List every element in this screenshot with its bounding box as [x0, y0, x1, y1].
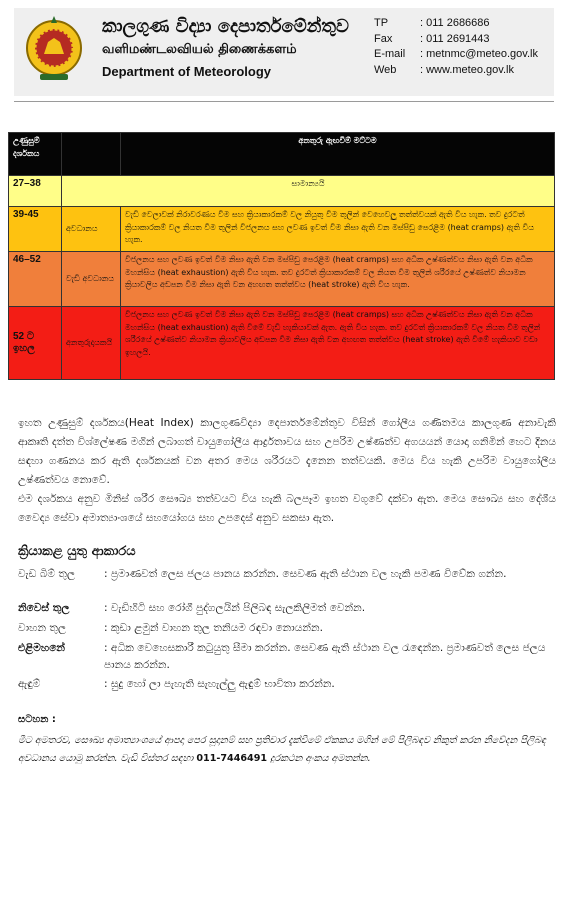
header-divider [14, 101, 554, 102]
hotline-number[interactable]: 011-7446491 [196, 753, 268, 764]
table-row [9, 207, 555, 252]
action-item: වාහන තුල : කුඩා ළමුන් වාහන තුල තනියම රඳවා නොයන්න. [18, 622, 323, 634]
table-row [9, 176, 555, 207]
table-row [9, 252, 555, 307]
header-empty [62, 133, 121, 176]
row-desc: විජලනය සහ ලවණ ඉවත් වීම නිසා ඇති වන මස්පිඩු පෙරළීම (heat cramps) සහ අධික උෂ්ණත්වය නිසා ඇති වන අධික මහන්සිය (heat exhaustion) ඇති වීමේ වැඩි හැකියාවක් ඇත. ඇති විය හැක. තව දුරටත් ක්‍රියාකාරකම් වල නියත වීම තුලින් ශරීරයේ උෂ්ණත්ව නියාමන ක්‍රියාවලිය අඩපන වීම නිසා ඇති වන අහඟත තත්ත්වය (heat stroke) ඇති වීමේ හැකියාව වඩා ඉහලයි. [121, 307, 555, 380]
row-level: අනතුරුදායකයි [62, 307, 121, 380]
action-item: ඇඳුම් : සුදු හෝ ලා පැහැති සැහැල්ලු ඇඳුම් භාවිතා කරන්න. [18, 678, 335, 690]
dept-name-tamil: வளிமண்டலவியல் திணைக்களம் [102, 42, 297, 57]
header-warning-level: අනතුරු ඇඟවීම් මට්ටම [121, 133, 555, 176]
contact-tp: TP : 011 2686686 [374, 17, 490, 29]
row-level: වැඩි අවධානය [62, 252, 121, 307]
header-heat-index: උණුසුම් දර්ශකය [9, 133, 62, 176]
contact-email: E-mail : metnmc@meteo.gov.lk [374, 48, 538, 60]
table-row [9, 307, 555, 380]
row-desc: සාමාන්‍යයි [62, 176, 555, 207]
letterhead [14, 8, 554, 96]
action-item: එළිමහනේ : අධික වෙහෙසකාරී කටුයුතු සීමා කරන්න. සෙවණ ඇති ස්ථාන වල රැඳෙන්න. ප්‍රමාණවත් ලෙස ජලය පානය කරන්න. [18, 642, 546, 671]
row-range: 39-45 [9, 207, 62, 252]
row-range: 27–38 [9, 176, 62, 207]
paragraph-impact: එම දර්ශකය අනුව මිනිස් ශරීර සෞඛ්‍ය තත්වයට විය හැකි බලපෑම ඉහත වගුවේ දක්වා ඇත. මෙය සෞඛ්‍ය සහ දේශීය වෛද්‍ය සේවා අමාත්‍යාංශයේ සහයෝගය සහ උපදෙස් අනුව සකසා ඇත. [18, 493, 556, 524]
row-desc: වැඩි වෙලාවක් නිරාවරණය වීම සහ ක්‍රියාකාරකම් වල නියුතු වීම තුලින් වෙහෙවලු තත්ත්වයක් ඇති විය හැක. තව දුරටත් ක්‍රියාකාරකම් වල නියත වීම තුලින් විජලනය සහ ලවණ ඉවත් වීම නිසා ඇති වන මස්පිඩු පෙරළීම (heat cramps) ඇති විය හැක. [121, 207, 555, 252]
row-level: අවධානය [62, 207, 121, 252]
table-header-row [9, 133, 555, 176]
paragraph-heat-index: ඉහත උණුසුම් දර්ශකය(Heat Index) කාලගුණවිද්‍යා දෙපාර්තමේන්තුව විසින් ගෝලීය ගණිතමය කාලගුණ අනාවැකි ආකෘති දත්ත විශ්ලේෂණ මගින් ලබාගත් වායුගෝලීය ආර්ද්‍රතාවය සහ උපරිම උෂ්ණත්ව අගයයන් යොදා ගනිමින් හෙට දිනය සඳහා ගණනය කර ඇති දර්ශකයක් වන අතර මෙය ශරීරයට දැනෙන තත්වයකි. මෙය විය හැකි උපරිම වායුගෝලීය උෂ්ණත්වය නොවේ. [18, 417, 556, 486]
row-desc: විජලනය සහ ලවණ ඉවත් වීම නිසා ඇති වන මස්පිඩු පෙරළීම (heat cramps) සහ අධික උෂ්ණත්වය නිසා ඇති වන අධික මහන්සිය (heat exhaustion) ඇති විය හැක. තව දුරටත් ක්‍රියාකාරකම් වල නියත වීම තුලින් ශරීරයේ උෂ්ණත්ව නියාමන ක්‍රියාවලිය අඩපන වීම නිසා ඇති වන අහඟත තත්ත්වය (heat stroke) ඇති විය හැක. [121, 252, 555, 307]
actions-title: ක්‍රියාකළ යුතු ආකාරය [18, 544, 136, 559]
row-range: 52 ට ඉහල [9, 307, 62, 380]
dept-name-english: Department of Meteorology [102, 64, 272, 79]
contact-web: Web : www.meteo.gov.lk [374, 63, 514, 76]
action-item: නිවෙස් තුල : වැඩිහිටි සහ රෝගී පුද්ගලයින් පිලිබඳ සැලකිලිමත් වෙන්න. [18, 602, 366, 614]
action-item: වැඩ බිම් තුල : ප්‍රමාණවත් ලෙස ජලය පානය කරන්න. සෙවණ ඇති ස්ථාන වල හැකි පමණ විවේක ගන්න. [18, 568, 507, 580]
sri-lanka-emblem-icon [24, 14, 84, 86]
heat-index-table [8, 132, 555, 380]
dept-name-sinhala: කාලගුණ විද්‍යා දෙපාර්තමේන්තුව [102, 16, 349, 37]
note-text: මීට අමතරව, සෞඛ්‍ය අමාත්‍යාංශයේ ආපදා පෙර සූදානම් සහ ප්‍රතිචාර දැක්වීමේ ඒකකය මගින් මේ පිලිබඳව නිකුත් කරන නිවේදන පිලිබඳ අවධානය යොමු කරන්න. වැඩි විස්තර සඳහා 011-7446491 දුරකථන අංකය අමතන්න. [18, 735, 546, 764]
contact-block [374, 16, 538, 78]
contact-fax: Fax : 011 2691443 [374, 32, 490, 45]
note-title: සටහන : [18, 714, 56, 725]
row-range: 46–52 [9, 252, 62, 307]
